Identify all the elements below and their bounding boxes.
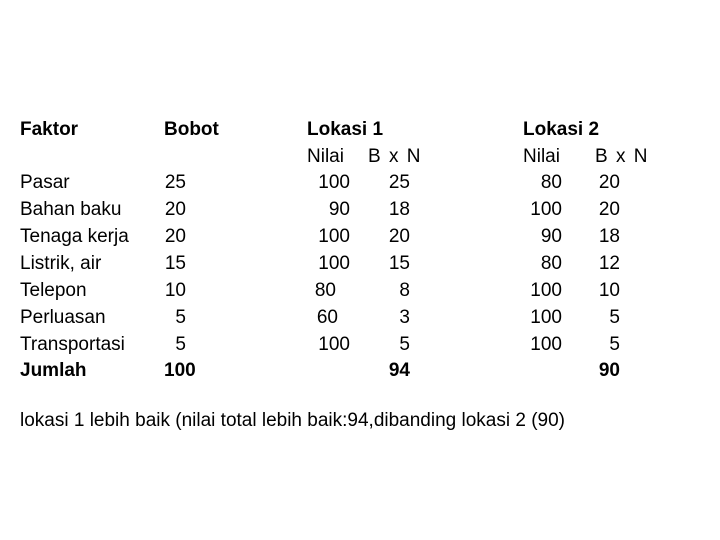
row-lokasi-2-bxn: 10 [598, 280, 620, 301]
header-lokasi-2: Lokasi 2 [523, 119, 600, 140]
row-bobot: 5 [175, 334, 186, 355]
row-lokasi-1-nilai: 90 [328, 199, 350, 220]
row-faktor: Telepon [20, 280, 87, 301]
row-faktor: Tenaga kerja [20, 226, 129, 247]
row-lokasi-2-bxn: 20 [598, 199, 620, 220]
total-lokasi-1-bxn: 94 [388, 360, 410, 381]
row-lokasi-1-bxn: 25 [388, 172, 410, 193]
row-lokasi-1-nilai: 80 [314, 280, 336, 301]
subheader-nilai-lokasi-2: Nilai [523, 146, 560, 167]
row-bobot: 5 [175, 307, 186, 328]
total-lokasi-2-bxn: 90 [598, 360, 620, 381]
row-lokasi-2-bxn: 20 [598, 172, 620, 193]
row-lokasi-2-nilai: 90 [540, 226, 562, 247]
row-lokasi-1-bxn: 15 [388, 253, 410, 274]
row-lokasi-2-nilai: 80 [540, 172, 562, 193]
subheader-bxn-lokasi-2: B x N [595, 146, 648, 167]
row-lokasi-2-nilai: 100 [530, 334, 562, 355]
row-lokasi-2-nilai: 100 [530, 307, 562, 328]
row-lokasi-1-nilai: 100 [318, 253, 350, 274]
row-lokasi-1-bxn: 8 [399, 280, 410, 301]
total-label: Jumlah [20, 360, 87, 381]
row-faktor: Perluasan [20, 307, 106, 328]
row-faktor: Listrik, air [20, 253, 102, 274]
row-lokasi-1-nilai: 100 [318, 334, 350, 355]
row-bobot: 15 [164, 253, 186, 274]
row-lokasi-1-nilai: 100 [318, 172, 350, 193]
row-bobot: 10 [164, 280, 186, 301]
row-bobot: 20 [164, 226, 186, 247]
row-faktor: Bahan baku [20, 199, 122, 220]
total-bobot: 100 [164, 360, 196, 381]
row-lokasi-1-nilai: 100 [318, 226, 350, 247]
row-bobot: 25 [164, 172, 186, 193]
row-lokasi-1-bxn: 5 [399, 334, 410, 355]
header-faktor: Faktor [20, 119, 79, 140]
subheader-bxn-lokasi-1: B x N [368, 146, 421, 167]
row-lokasi-1-bxn: 20 [388, 226, 410, 247]
row-bobot: 20 [164, 199, 186, 220]
row-lokasi-1-bxn: 18 [388, 199, 410, 220]
row-lokasi-2-nilai: 80 [540, 253, 562, 274]
row-lokasi-2-nilai: 100 [530, 280, 562, 301]
row-lokasi-2-bxn: 5 [609, 334, 620, 355]
header-bobot: Bobot [164, 119, 219, 140]
header-lokasi-1: Lokasi 1 [307, 119, 384, 140]
row-faktor: Pasar [20, 172, 70, 193]
row-lokasi-2-nilai: 100 [530, 199, 562, 220]
conclusion-text: lokasi 1 lebih baik (nilai total lebih baik:94,dibanding lokasi 2 (90) [20, 410, 565, 431]
subheader-nilai-lokasi-1: Nilai [307, 146, 344, 167]
row-lokasi-1-bxn: 3 [399, 307, 410, 328]
row-lokasi-2-bxn: 12 [598, 253, 620, 274]
row-faktor: Transportasi [20, 334, 125, 355]
row-lokasi-2-bxn: 5 [609, 307, 620, 328]
row-lokasi-1-nilai: 60 [316, 307, 338, 328]
row-lokasi-2-bxn: 18 [598, 226, 620, 247]
